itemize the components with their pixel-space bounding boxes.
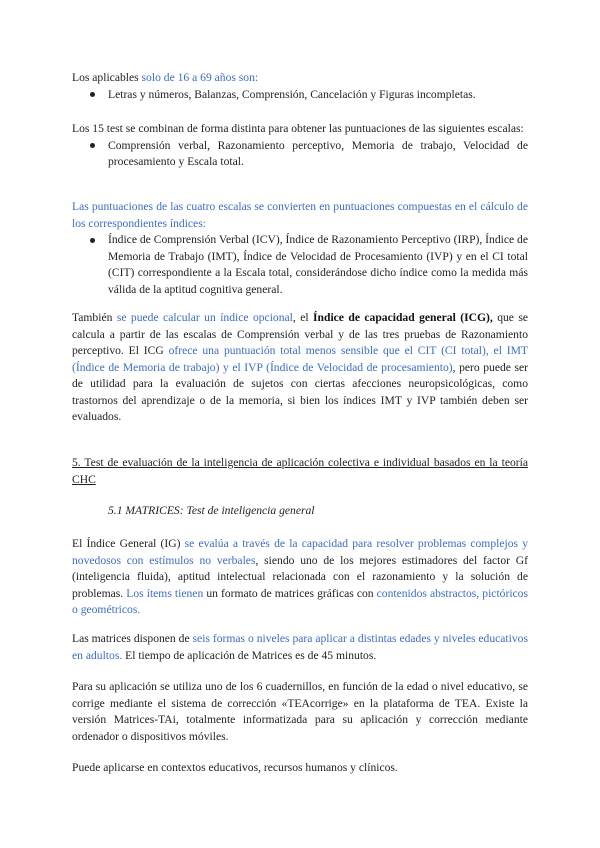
paragraph-applicable-ages <box>72 70 528 103</box>
paragraph-contexts: Puede aplicarse en contextos educativos, recursos humanos y clínicos. <box>72 761 398 774</box>
text-span: que se calcula a partir de las escalas de Comprensión verbal y de las tres pruebas de Razonamiento perceptivo. El ICG <box>72 311 529 357</box>
highlight-span: seis formas o niveles para aplicar a distintas edades y niveles educativos en adultos. <box>72 632 528 662</box>
list-item: Comprensión verbal, Razonamiento perceptivo, Memoria de trabajo, Velocidad de procesamiento y Escala total. <box>72 138 528 171</box>
text-span: El tiempo de aplicación de Matrices es de 45 minutos. <box>122 648 377 662</box>
paragraph-icg <box>72 310 528 426</box>
lead-text: Los aplicables <box>72 71 142 84</box>
bullet-list <box>72 232 528 298</box>
highlight-span: ofrece una puntuación total menos sensible que el CIT (CI total), el IMT (Índice de Memoria de trabajo) y el IVP (Índice de Velocidad de procesamiento) <box>72 344 528 374</box>
list-item: Letras y números, Balanzas, Comprensión, Cancelación y Figuras incompletas. <box>72 87 528 104</box>
bold-term: Índice de capacidad general (ICG), <box>313 311 493 324</box>
text-span: , siendo uno de los mejores estimadores del factor Gf (inteligencia fluida), aptitud intelectual relacionada con el razonamiento y la solución de problemas. <box>72 553 528 600</box>
text-span: El Índice General (IG) <box>72 537 185 550</box>
text-span: , pero puede ser de utilidad para la evaluación de sujetos con ciertas afecciones neuropsicológicas, como trastornos del aprendizaje o de la memoria, si bien los índices IMT y IVP también deben ser evaluados. <box>72 360 528 423</box>
highlight-span: se puede calcular un índice opcional <box>116 311 293 324</box>
highlight-span: Los ítems tienen <box>126 586 204 600</box>
text-span: Las matrices disponen de <box>72 632 193 645</box>
text-span: un formato de matrices gráficas con <box>203 586 377 600</box>
paragraph-scales <box>72 121 528 171</box>
section-heading: 5. Test de evaluación de la inteligencia de aplicación colectiva e individual basados en la teoría CHC <box>72 456 528 486</box>
subsection-heading: 5.1 MATRICES: Test de inteligencia general <box>108 504 315 517</box>
list-item: Índice de Comprensión Verbal (ICV), Índice de Razonamiento Perceptivo (IRP), Índice de Memoria de Trabajo (IMT), Índice de Velocidad de Procesamiento (IVP) y en el CI total (CIT) correspondiente a la Escala total, considerándose dicho índice como la medida más válida de la aptitud cognitiva general. <box>72 232 528 298</box>
paragraph-text: Las puntuaciones de las cuatro escalas se convierten en puntuaciones compuestas en el cálculo de los correspondientes índices: <box>72 200 528 230</box>
paragraph-general-index <box>72 536 528 619</box>
bullet-list <box>72 138 528 171</box>
text-span: También <box>72 311 117 324</box>
bullet-list <box>72 87 528 104</box>
lead-line <box>72 70 528 87</box>
lead-highlight: solo de 16 a 69 años son: <box>141 71 259 84</box>
highlight-span: contenidos abstractos, pictóricos o geométricos. <box>72 586 528 616</box>
paragraph-composite-scores <box>72 199 528 298</box>
paragraph-application: Para su aplicación se utiliza uno de los 6 cuadernillos, en función de la edad o nivel educativo, se corrige mediante el sistema de corrección «TEAcorrige» en la plataforma de TEA. Existe la versión Matrices-TAi, totalmente informatizada para su aplicación y corrección mediante ordenador o dispositivos móviles. <box>72 680 528 743</box>
highlight-span: se evalúa a través de la capacidad para resolver problemas complejos y novedosos con estímulos no verbales <box>72 537 528 567</box>
text-span: , el <box>292 311 314 324</box>
paragraph-forms-levels <box>72 631 528 664</box>
paragraph-text: Los 15 test se combinan de forma distinta para obtener las puntuaciones de las siguientes escalas: <box>72 122 524 135</box>
